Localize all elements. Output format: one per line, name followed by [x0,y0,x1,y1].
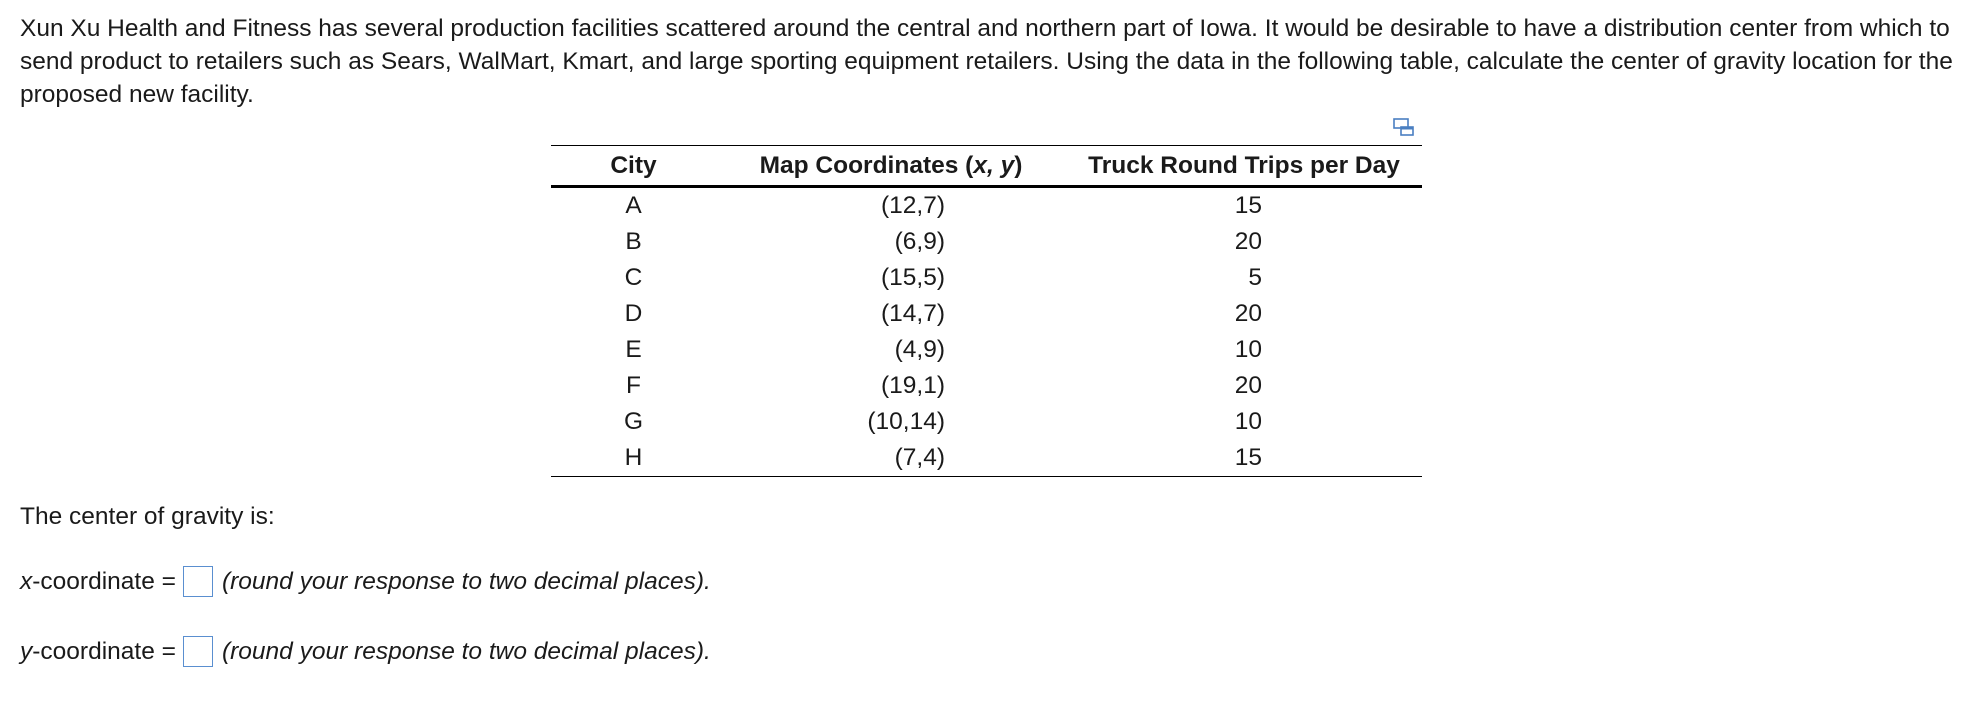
city-cell: H [624,444,643,471]
city-cell: E [625,336,642,363]
y-coordinate-label: -coordinate = [32,637,176,665]
city-cell: F [626,372,641,399]
x-coordinate-input[interactable] [183,566,213,597]
table-row [551,440,1422,477]
y-rounding-hint: (round your response to two decimal places). [221,637,711,665]
city-cell: G [623,408,644,435]
problem-statement: Xun Xu Health and Fitness has several production facilities scattered around the central and northern part of Iowa. It would be desirable to have a distribution center from which to send product to retailers such as Sears, WalMart, Kmart, and large sporting equipment retailers. Using the data in the following table, calculate the center of gravity location for the proposed new facility. [20,15,1953,108]
data-table [551,145,1422,477]
x-rounding-hint: (round your response to two decimal places). [221,567,711,595]
header-coord-prefix: Map Coordinates ( [759,151,974,179]
trips-cell: 10 [1234,408,1262,435]
popout-icon[interactable] [1393,118,1415,138]
coord-cell: (7,4) [894,444,945,471]
coord-cell: (10,14) [867,408,945,435]
y-coordinate-row [20,636,711,667]
coord-cell: (19,1) [880,372,945,399]
table-header-row [551,146,1422,187]
header-trips: Truck Round Trips per Day [1088,151,1400,179]
table-row [551,260,1422,296]
trips-cell: 20 [1234,372,1262,399]
header-coordinates [716,146,1066,187]
header-city: City [610,151,657,179]
city-cell: A [625,192,642,219]
city-cell: B [625,228,642,255]
trips-cell: 20 [1234,228,1262,255]
center-of-gravity-heading: The center of gravity is: [20,503,275,530]
x-coordinate-label: -coordinate = [32,567,176,595]
x-coordinate-row [20,566,711,597]
coord-cell: (12,7) [880,192,945,219]
table-row [551,332,1422,368]
city-cell: C [624,264,643,291]
city-cell: D [624,300,643,327]
table-row [551,187,1422,225]
header-coord-vars: x, y [973,151,1015,179]
header-coord-suffix: ) [1014,151,1023,179]
trips-cell: 20 [1234,300,1262,327]
coord-cell: (14,7) [880,300,945,327]
x-var-label: x [20,567,33,595]
y-coordinate-input[interactable] [183,636,213,667]
table-row [551,404,1422,440]
table-row [551,224,1422,260]
table-row [551,296,1422,332]
coord-cell: (4,9) [894,336,945,363]
trips-cell: 5 [1248,264,1262,291]
y-var-label: y [20,637,33,665]
table-row [551,368,1422,404]
coord-cell: (15,5) [880,264,945,291]
trips-cell: 15 [1234,444,1262,471]
trips-cell: 15 [1234,192,1262,219]
coord-cell: (6,9) [894,228,945,255]
trips-cell: 10 [1234,336,1262,363]
